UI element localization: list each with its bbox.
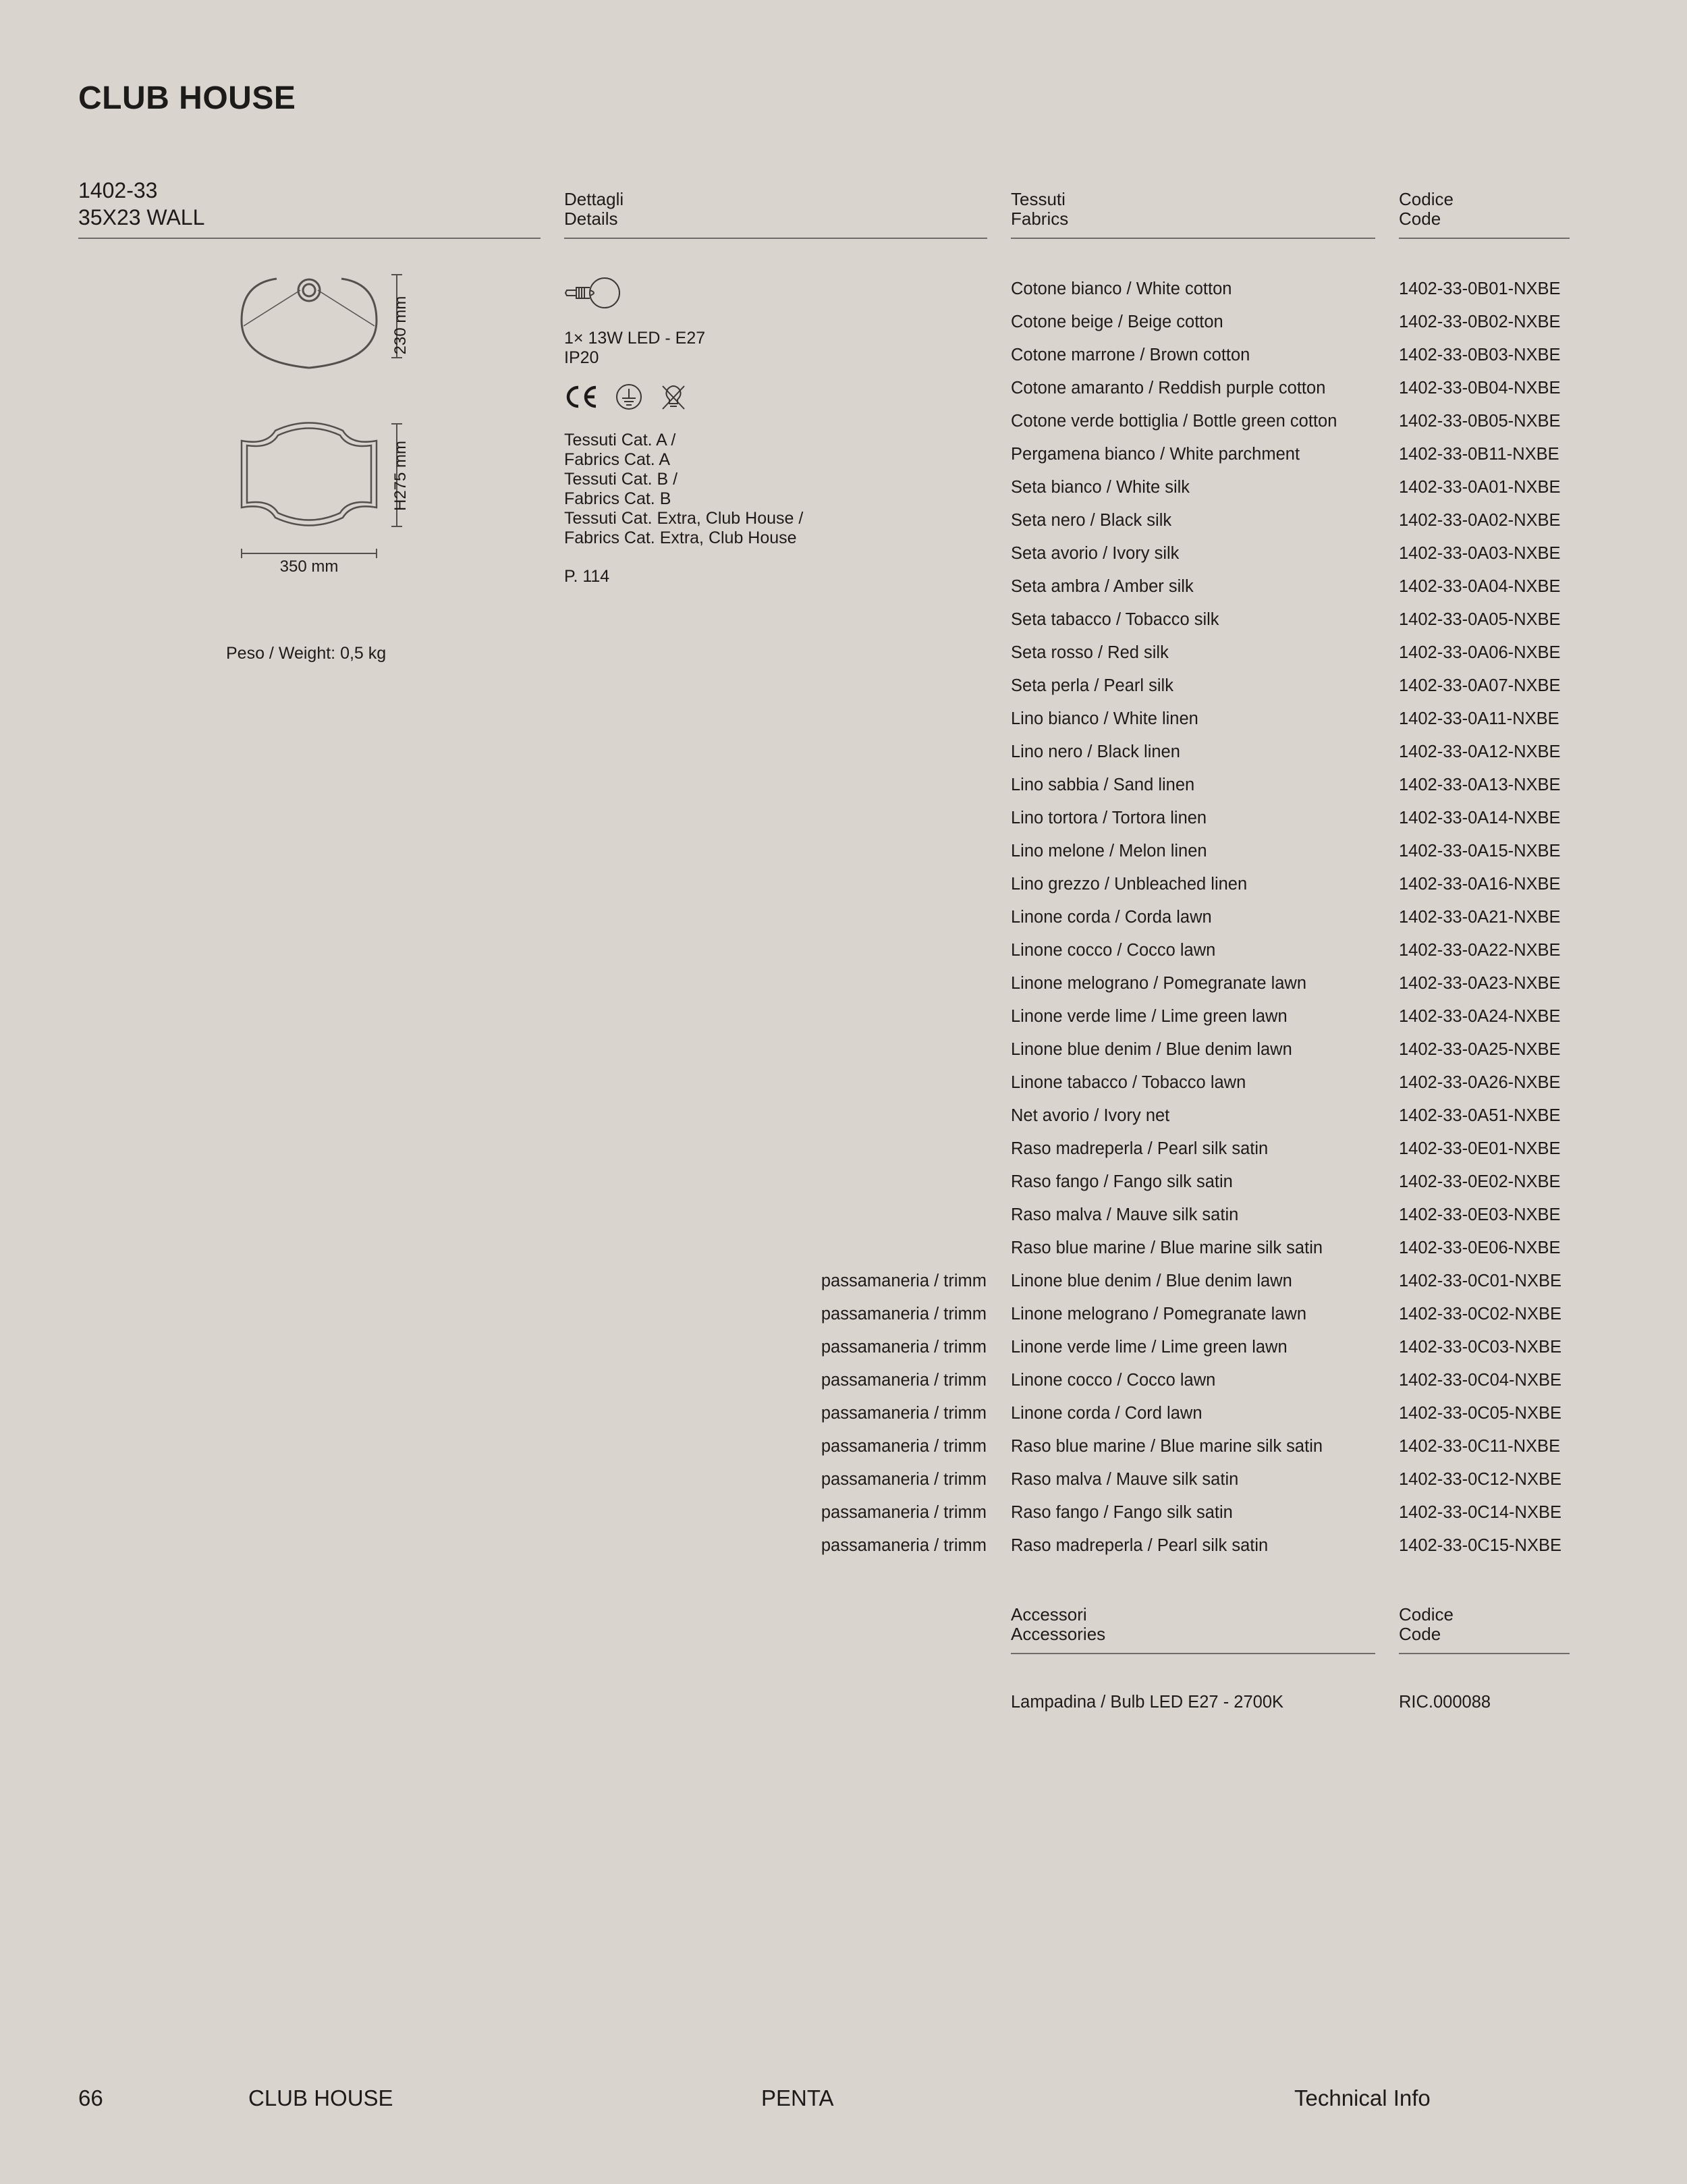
fabric-name: Lino sabbia / Sand linen	[1011, 775, 1195, 794]
fabric-code: 1402-33-0A13-NXBE	[1399, 775, 1561, 794]
fabric-name: Cotone marrone / Brown cotton	[1011, 346, 1250, 364]
fabrics-header-it: Tessuti	[1011, 189, 1066, 209]
trim-note: passamaneria / trimm	[821, 1272, 987, 1290]
fabric-name: Lino tortora / Tortora linen	[1011, 809, 1207, 827]
fabric-code: 1402-33-0A51-NXBE	[1399, 1106, 1561, 1125]
fabric-name: Linone corda / Cord lawn	[1011, 1404, 1202, 1423]
fabric-category-line: Tessuti Cat. B /	[564, 470, 678, 489]
fabric-name: Seta rosso / Red silk	[1011, 643, 1169, 662]
fabric-code: 1402-33-0A05-NXBE	[1399, 610, 1561, 629]
trim-note: passamaneria / trimm	[821, 1338, 987, 1357]
trim-note: passamaneria / trimm	[821, 1536, 987, 1555]
table-row	[0, 967, 1687, 1000]
table-row	[0, 471, 1687, 504]
table-row	[0, 603, 1687, 636]
dimension-height-front: H275 mm	[391, 440, 410, 512]
accessories-header-en: Accessories	[1011, 1624, 1106, 1644]
code-header-it: Codice	[1399, 189, 1454, 209]
fabric-code: 1402-33-0E01-NXBE	[1399, 1139, 1561, 1158]
table-row	[0, 1397, 1687, 1430]
page-reference: P. 114	[564, 567, 610, 586]
fabric-code: 1402-33-0A06-NXBE	[1399, 643, 1561, 662]
fabric-code: 1402-33-0C14-NXBE	[1399, 1503, 1561, 1522]
fabric-name: Linone cocco / Cocco lawn	[1011, 941, 1216, 960]
table-row	[0, 868, 1687, 901]
table-row	[0, 372, 1687, 405]
table-row	[0, 537, 1687, 570]
fabric-code: 1402-33-0C15-NXBE	[1399, 1536, 1561, 1555]
fabric-name: Cotone verde bottiglia / Bottle green cotton	[1011, 412, 1337, 431]
fabric-name: Raso malva / Mauve silk satin	[1011, 1205, 1239, 1224]
table-row	[0, 273, 1687, 306]
fabric-code: 1402-33-0E02-NXBE	[1399, 1172, 1561, 1191]
fabric-code: 1402-33-0A16-NXBE	[1399, 875, 1561, 894]
fabric-code: 1402-33-0B03-NXBE	[1399, 346, 1561, 364]
fabric-code: 1402-33-0C02-NXBE	[1399, 1305, 1561, 1323]
fabric-name: Seta nero / Black silk	[1011, 511, 1172, 530]
fabric-name: Seta avorio / Ivory silk	[1011, 544, 1180, 563]
fabric-code: 1402-33-0B04-NXBE	[1399, 379, 1561, 398]
fabric-code: 1402-33-0A24-NXBE	[1399, 1007, 1561, 1026]
accessories-header-it: Accessori	[1011, 1604, 1087, 1625]
fabric-name: Linone melograno / Pomegranate lawn	[1011, 974, 1307, 993]
fabric-code: 1402-33-0A25-NXBE	[1399, 1040, 1561, 1059]
fabric-code: 1402-33-0A23-NXBE	[1399, 974, 1561, 993]
table-row	[0, 1529, 1687, 1562]
table-row	[0, 1099, 1687, 1132]
fabric-code: 1402-33-0C03-NXBE	[1399, 1338, 1561, 1357]
accessories-rule	[1011, 1653, 1375, 1654]
table-row	[0, 934, 1687, 967]
fabric-name: Linone cocco / Cocco lawn	[1011, 1371, 1216, 1390]
fabric-category-line: Fabrics Cat. B	[564, 489, 671, 508]
fabric-code: 1402-33-0B11-NXBE	[1399, 445, 1559, 464]
fabric-name: Linone verde lime / Lime green lawn	[1011, 1007, 1288, 1026]
fabric-code: 1402-33-0A22-NXBE	[1399, 941, 1561, 960]
fabric-category-line: Tessuti Cat. Extra, Club House /	[564, 509, 804, 528]
trim-note: passamaneria / trimm	[821, 1371, 987, 1390]
footer-page-number: 66	[78, 2085, 103, 2110]
trim-note: passamaneria / trimm	[821, 1470, 987, 1489]
table-row	[0, 670, 1687, 703]
table-row	[0, 339, 1687, 372]
fabric-code: 1402-33-0B05-NXBE	[1399, 412, 1561, 431]
table-row	[0, 1265, 1687, 1298]
fabric-name: Raso malva / Mauve silk satin	[1011, 1470, 1239, 1489]
fabric-name: Seta perla / Pearl silk	[1011, 676, 1173, 695]
fabric-name: Lino nero / Black linen	[1011, 742, 1180, 761]
table-row	[0, 438, 1687, 471]
fabric-code: 1402-33-0E03-NXBE	[1399, 1205, 1561, 1224]
table-row	[0, 703, 1687, 736]
table-row	[0, 1000, 1687, 1033]
table-row	[0, 1331, 1687, 1364]
fabric-name: Raso madreperla / Pearl silk satin	[1011, 1536, 1269, 1555]
fabric-name: Linone tabacco / Tobacco lawn	[1011, 1073, 1246, 1092]
fabric-name: Raso fango / Fango silk satin	[1011, 1172, 1233, 1191]
table-row	[0, 901, 1687, 934]
fabric-code: 1402-33-0A26-NXBE	[1399, 1073, 1561, 1092]
table-row	[0, 769, 1687, 802]
fabric-category-line: Tessuti Cat. A /	[564, 431, 676, 449]
fabric-code: 1402-33-0A11-NXBE	[1399, 709, 1559, 728]
fabric-code: 1402-33-0A12-NXBE	[1399, 742, 1561, 761]
footer-brand: PENTA	[761, 2085, 834, 2110]
trim-note: passamaneria / trimm	[821, 1503, 987, 1522]
dimension-height-top: 230 mm	[391, 296, 410, 355]
table-row	[0, 1232, 1687, 1265]
fabric-code: 1402-33-0C12-NXBE	[1399, 1470, 1561, 1489]
fabric-name: Lino bianco / White linen	[1011, 709, 1198, 728]
fabric-name: Raso blue marine / Blue marine silk satin	[1011, 1437, 1323, 1456]
fabric-code: 1402-33-0A01-NXBE	[1399, 478, 1561, 497]
fabric-name: Linone melograno / Pomegranate lawn	[1011, 1305, 1307, 1323]
fabric-code: 1402-33-0C05-NXBE	[1399, 1404, 1561, 1423]
product-name: 35X23 WALL	[78, 205, 205, 229]
footer-section: Technical Info	[1294, 2085, 1431, 2110]
accessory-name: Lampadina / Bulb LED E27 - 2700K	[1011, 1693, 1284, 1712]
table-row	[0, 1199, 1687, 1232]
fabric-code: 1402-33-0B02-NXBE	[1399, 312, 1561, 331]
accessories-code-rule	[1399, 1653, 1570, 1654]
code-header-en: Code	[1399, 209, 1441, 229]
fabric-name: Lino grezzo / Unbleached linen	[1011, 875, 1248, 894]
table-row	[0, 504, 1687, 537]
fabric-name: Raso blue marine / Blue marine silk satin	[1011, 1238, 1323, 1257]
footer-collection: CLUB HOUSE	[248, 2085, 393, 2110]
fabric-name: Seta tabacco / Tobacco silk	[1011, 610, 1219, 629]
fabric-name: Linone corda / Corda lawn	[1011, 908, 1212, 927]
fabric-code: 1402-33-0A14-NXBE	[1399, 809, 1561, 827]
table-row	[0, 1033, 1687, 1066]
table-row	[0, 1496, 1687, 1529]
table-row	[0, 802, 1687, 835]
table-row	[0, 1132, 1687, 1166]
fabric-code: 1402-33-0A04-NXBE	[1399, 577, 1561, 596]
fabric-code: 1402-33-0C11-NXBE	[1399, 1437, 1561, 1456]
dimension-width: 350 mm	[279, 557, 339, 576]
table-row	[0, 1166, 1687, 1199]
details-header-it: Dettagli	[564, 189, 624, 209]
fabric-category-line: Fabrics Cat. A	[564, 450, 670, 469]
table-row	[0, 1066, 1687, 1099]
fabric-name: Linone blue denim / Blue denim lawn	[1011, 1040, 1292, 1059]
fabric-category-line: Fabrics Cat. Extra, Club House	[564, 528, 797, 547]
weight: Peso / Weight: 0,5 kg	[226, 644, 387, 663]
fabric-code: 1402-33-0A02-NXBE	[1399, 511, 1561, 530]
table-row	[0, 636, 1687, 670]
fabric-code: 1402-33-0A15-NXBE	[1399, 842, 1561, 861]
table-row	[0, 1364, 1687, 1397]
fabric-code: 1402-33-0C01-NXBE	[1399, 1272, 1561, 1290]
fabric-name: Raso fango / Fango silk satin	[1011, 1503, 1233, 1522]
table-row	[0, 306, 1687, 339]
table-row	[0, 1463, 1687, 1496]
fabrics-header-en: Fabrics	[1011, 209, 1069, 229]
page-title: CLUB HOUSE	[78, 80, 296, 116]
fabric-name: Pergamena bianco / White parchment	[1011, 445, 1300, 464]
fabric-code: 1402-33-0A03-NXBE	[1399, 544, 1561, 563]
table-row	[0, 1430, 1687, 1463]
fabric-name: Linone blue denim / Blue denim lawn	[1011, 1272, 1292, 1290]
fabric-name: Raso madreperla / Pearl silk satin	[1011, 1139, 1269, 1158]
fabric-name: Seta bianco / White silk	[1011, 478, 1190, 497]
code-header-en: Code	[1399, 1624, 1441, 1644]
fabric-name: Seta ambra / Amber silk	[1011, 577, 1194, 596]
fabric-name: Lino melone / Melon linen	[1011, 842, 1207, 861]
fabric-name: Linone verde lime / Lime green lawn	[1011, 1338, 1288, 1357]
accessories-header	[1011, 1605, 1105, 1644]
fabric-code: 1402-33-0C04-NXBE	[1399, 1371, 1561, 1390]
table-row	[0, 736, 1687, 769]
trim-note: passamaneria / trimm	[821, 1437, 987, 1456]
table-row	[0, 405, 1687, 438]
accessory-code: RIC.000088	[1399, 1693, 1491, 1712]
fabric-name: Net avorio / Ivory net	[1011, 1106, 1170, 1125]
ip-rating: IP20	[564, 348, 599, 367]
details-header-en: Details	[564, 209, 618, 229]
fabric-name: Cotone beige / Beige cotton	[1011, 312, 1223, 331]
fabric-code: 1402-33-0A21-NXBE	[1399, 908, 1561, 927]
trim-note: passamaneria / trimm	[821, 1305, 987, 1323]
product-code: 1402-33	[78, 178, 158, 202]
table-row	[0, 1298, 1687, 1331]
fabric-code: 1402-33-0E06-NXBE	[1399, 1238, 1561, 1257]
fabric-code: 1402-33-0B01-NXBE	[1399, 279, 1561, 298]
fabric-name: Cotone amaranto / Reddish purple cotton	[1011, 379, 1326, 398]
trim-note: passamaneria / trimm	[821, 1404, 987, 1423]
fabric-code: 1402-33-0A07-NXBE	[1399, 676, 1561, 695]
fabric-name: Cotone bianco / White cotton	[1011, 279, 1232, 298]
accessories-code-header	[1399, 1605, 1454, 1644]
table-row	[0, 835, 1687, 868]
lamp-spec: 1× 13W LED - E27	[564, 329, 706, 348]
table-row	[0, 570, 1687, 603]
code-header-it: Codice	[1399, 1604, 1454, 1625]
